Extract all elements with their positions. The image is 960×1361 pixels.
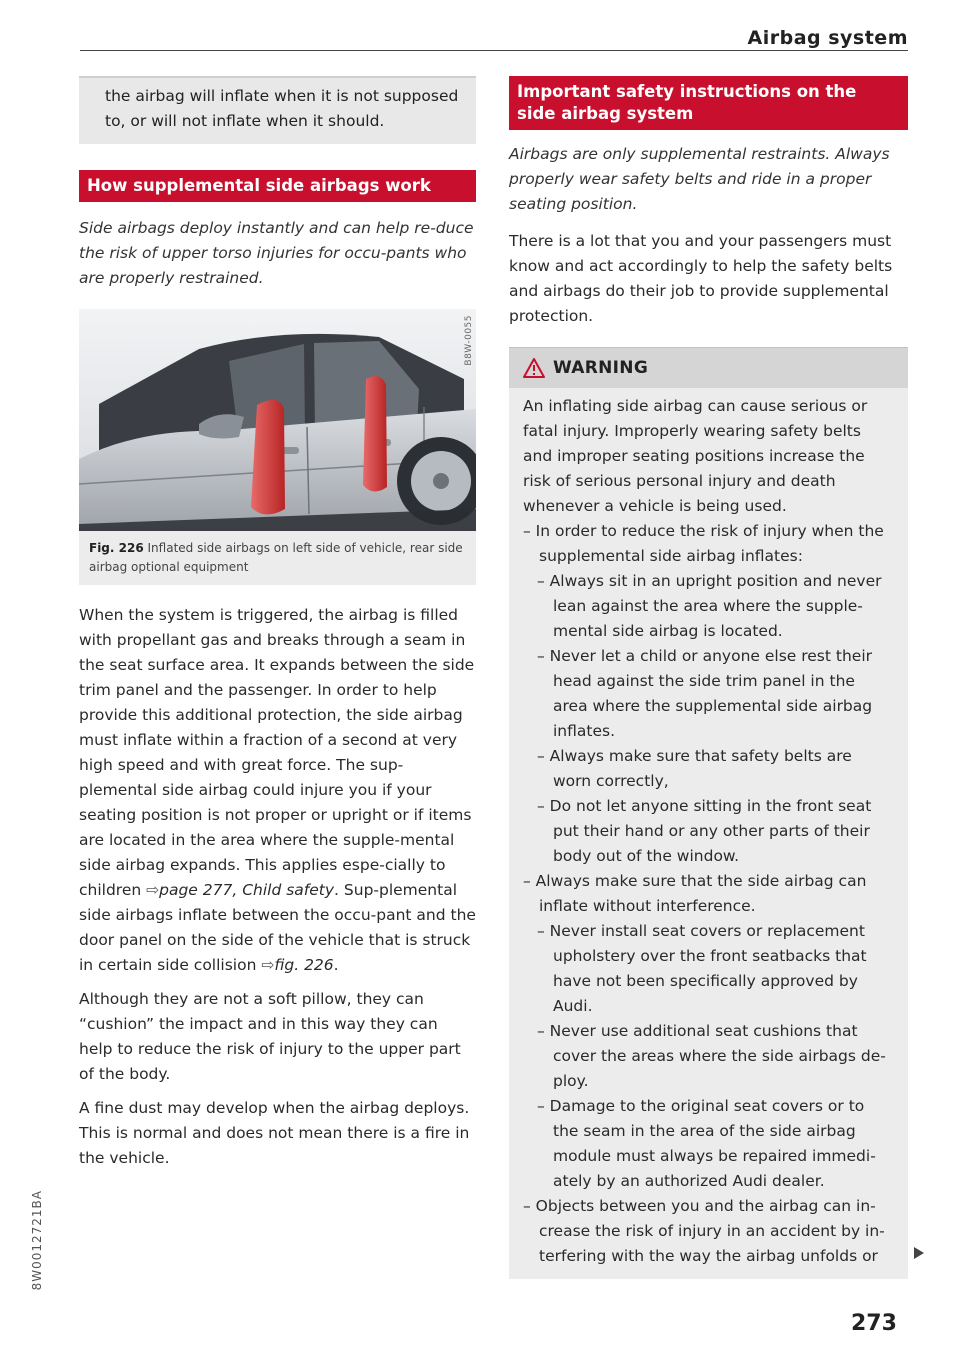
safety-intro: Airbags are only supplemental restraints. Always properly wear safety belts and ride in a proper seating position. (509, 145, 890, 213)
body-paragraph-1 (79, 603, 476, 978)
figure-caption (79, 531, 476, 577)
running-header-title: Airbag system (747, 27, 908, 49)
figure-label: Fig. 226 (89, 541, 144, 555)
left-column (79, 76, 476, 1171)
document-code: 8W0012721BA (30, 1190, 44, 1291)
figure-caption-text: Inflated side airbags on left side of vehicle, rear side airbag optional equipment (89, 541, 463, 574)
warning-list-item: – Never use additional seat cushions that cover the areas where the side airbags de-ploy. (537, 1022, 886, 1090)
figure-ref-link[interactable]: fig. 226 (274, 956, 334, 974)
page-number: 273 (851, 1311, 897, 1336)
continued-note-box (79, 76, 476, 144)
warning-box (509, 347, 908, 1279)
para1-text-a: When the system is triggered, the airbag is filled with propellant gas and breaks through a seam in the seat surface area. It expands between the side trim panel and the passenger. In order to help provide this additional protection, the side airbag must inflate within a fraction of a second at very high speed and with great force. The sup-plemental side airbag could injure you if your seating position is not proper or upright or if items are located in the area where the supple-mental side airbag expands. This applies espe-cially to children (79, 606, 475, 899)
section-heading-safety-instructions: Important safety instructions on the side airbag system (509, 76, 908, 130)
warning-list-item: – Never install seat covers or replacement upholstery over the front seatbacks that have not been specifically approved by Audi. (537, 922, 867, 1015)
warning-list-item: – Do not let anyone sitting in the front seat put their hand or any other parts of their body out of the window. (537, 797, 872, 865)
warning-list (523, 519, 894, 1269)
section-intro: Side airbags deploy instantly and can help re-duce the risk of upper torso injuries for occu-pants who are properly restrained. (79, 219, 474, 287)
warning-intro: An inflating side airbag can cause serious or fatal injury. Improperly wearing safety belts and improper seating positions increase the risk of serious personal injury and death whenever a vehicle is being used. (523, 397, 868, 515)
rear-side-airbag (363, 376, 387, 491)
warning-triangle-icon (523, 358, 545, 378)
continue-arrow-icon (914, 1247, 924, 1259)
warning-list-item: – Always make sure that safety belts are worn correctly, (537, 747, 852, 790)
car-side-airbag-illustration (79, 309, 476, 531)
right-column (509, 76, 908, 1279)
warning-list-item: – In order to reduce the risk of injury when the supplemental side airbag inflates: (523, 522, 884, 565)
warning-header (509, 347, 908, 388)
warning-list-item: – Always make sure that the side airbag can inflate without interference. (523, 872, 867, 915)
arrow-right-icon: ⇨ (146, 881, 160, 899)
warning-title: WARNING (553, 358, 649, 378)
para1-end: . (333, 956, 339, 974)
figure-code: B8W-0055 (464, 315, 474, 366)
figure-226 (79, 309, 476, 585)
warning-list-item: – Never let a child or anyone else rest their head against the side trim panel in the area where the supplemental side airbag inflates. (537, 647, 873, 740)
warning-body (509, 388, 908, 1269)
safety-paragraph: There is a lot that you and your passengers must know and act accordingly to help the safety belts and airbags do their job to provide supplemental protection. (509, 232, 893, 325)
warning-list-item: – Objects between you and the airbag can in-crease the risk of injury in an accident by in-terfering with the way the airbag unfolds or (523, 1197, 885, 1265)
para1-text-b: . Sup-plemental side airbags inflate between the occu-pant and the door panel on the side of the vehicle that is struck in certain side collision (79, 881, 476, 974)
arrow-right-icon: ⇨ (261, 956, 275, 974)
warning-list-item: – Always sit in an upright position and never lean against the area where the supple-mental side airbag is located. (537, 572, 882, 640)
child-safety-link[interactable]: page 277, Child safety (159, 881, 335, 899)
header-rule (80, 50, 908, 51)
note-text: the airbag will inflate when it is not supposed to, or will not inflate when it should. (105, 87, 459, 130)
section-heading-side-airbags: How supplemental side airbags work (79, 170, 476, 202)
warning-list-item: – Damage to the original seat covers or to the seam in the area of the side airbag module must always be repaired immedi-ately by an authorized Audi dealer. (537, 1097, 876, 1190)
body-paragraph-2: Although they are not a soft pillow, they can “cushion” the impact and in this way they can help to reduce the risk of injury to the upper part of the body. (79, 990, 461, 1083)
body-paragraph-3: A fine dust may develop when the airbag deploys. This is normal and does not mean there is a fire in the vehicle. (79, 1099, 470, 1167)
car-illustration-svg (79, 309, 476, 531)
